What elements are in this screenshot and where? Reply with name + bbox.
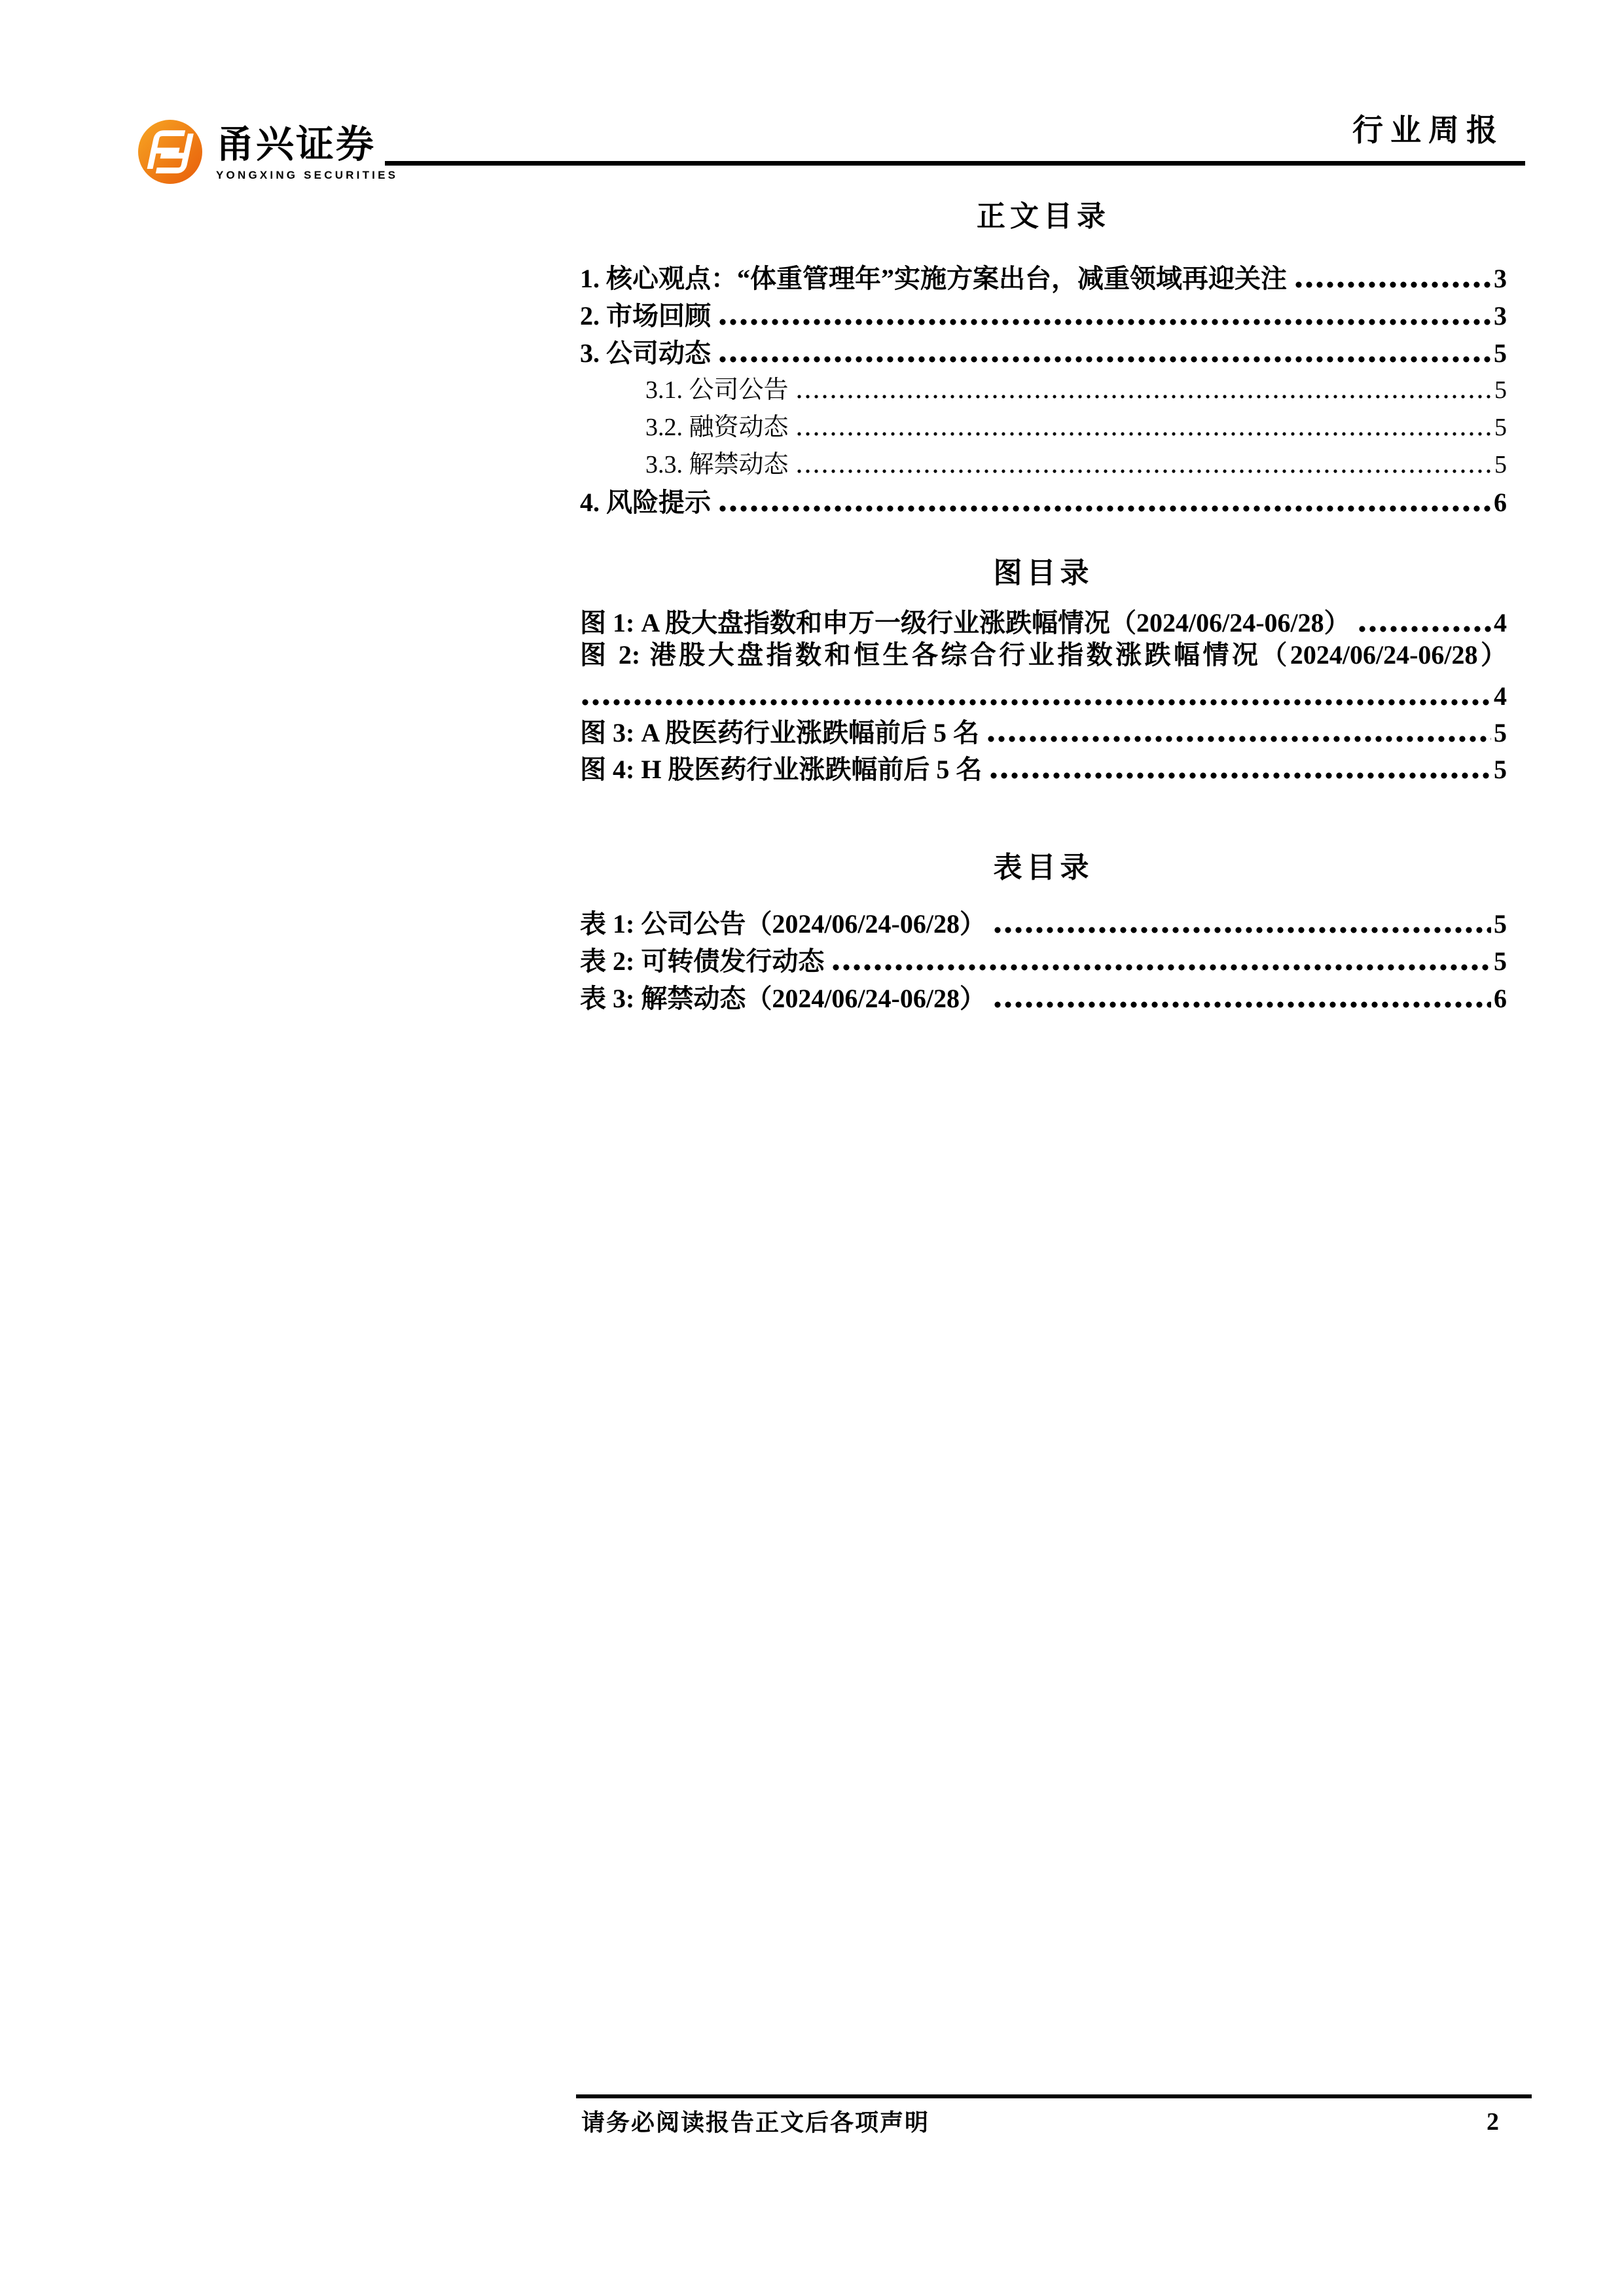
- toc-entry-list: [580, 257, 1507, 518]
- toc-entry-label: 1. 核心观点：“体重管理年”实施方案出台，减重领域再迎关注: [580, 264, 1287, 293]
- footer-disclaimer: 请务必阅读报告正文后各项声明: [581, 2109, 930, 2136]
- toc-entry-label: 图 1: A 股大盘指数和申万一级行业涨跌幅情况（2024/06/24-06/28）: [580, 608, 1350, 637]
- figure-entry[interactable]: [580, 749, 1507, 785]
- toc-entry[interactable]: [580, 369, 1507, 406]
- toc-entry[interactable]: [580, 295, 1507, 332]
- table-list-title: 表目录: [993, 852, 1094, 884]
- footer-divider: [576, 2094, 1532, 2098]
- toc-entry-label: 表 3: 解禁动态（2024/06/24-06/28）: [580, 984, 986, 1013]
- company-logo: [138, 120, 398, 184]
- toc-entry-label: 表 1: 公司公告（2024/06/24-06/28）: [580, 909, 986, 939]
- dot-leader: [717, 355, 1491, 363]
- toc-entry-page-number: 5: [1494, 909, 1507, 939]
- dot-leader: [580, 698, 1491, 706]
- dot-leader: [988, 772, 1491, 780]
- toc-entry-label: 图 2: 港股大盘指数和恒生各综合行业指数涨跌幅情况（2024/06/24-06/28）: [580, 640, 1507, 670]
- figure-entry-list: [580, 602, 1507, 785]
- dot-leader: [717, 318, 1491, 326]
- table-entry[interactable]: [580, 903, 1507, 940]
- figure-entry-continuation[interactable]: [580, 675, 1507, 712]
- figure-entry[interactable]: [580, 712, 1507, 749]
- toc-entry-label: 3.3. 解禁动态: [645, 451, 789, 478]
- dot-leader: [992, 926, 1491, 934]
- toc-entry[interactable]: [580, 257, 1507, 295]
- toc-entry-page-number: 4: [1494, 681, 1507, 711]
- toc-entry[interactable]: [580, 406, 1507, 444]
- toc-entry-page-number: 3: [1494, 264, 1507, 293]
- header-divider: [385, 161, 1525, 166]
- toc-entry-page-number: 6: [1494, 488, 1507, 517]
- dot-leader: [992, 1001, 1491, 1009]
- dot-leader: [986, 735, 1491, 743]
- toc-entry-page-number: 5: [1494, 718, 1507, 747]
- figure-entry[interactable]: [580, 602, 1507, 639]
- toc-column: [580, 200, 1507, 1014]
- figure-list-title: 图目录: [993, 557, 1094, 589]
- toc-entry-page-number: 5: [1494, 376, 1507, 404]
- toc-entry-label: 3.2. 融资动态: [645, 414, 789, 441]
- toc-entry-page-number: 5: [1494, 755, 1507, 784]
- table-entry[interactable]: [580, 977, 1507, 1014]
- toc-entry-label: 4. 风险提示: [580, 488, 711, 517]
- toc-entry[interactable]: [580, 444, 1507, 481]
- company-name-en: YONGXING SECURITIES: [216, 169, 399, 181]
- company-name-cn: 甬兴证券: [216, 123, 376, 166]
- toc-entry-label: 图 3: A 股医药行业涨跌幅前后 5 名: [580, 718, 979, 747]
- footer-page-number: 2: [1487, 2108, 1499, 2136]
- toc-entry-page-number: 6: [1494, 984, 1507, 1013]
- report-type-label: 行业周报: [1352, 114, 1504, 148]
- toc-entry-label: 表 2: 可转债发行动态: [580, 946, 825, 976]
- toc-entry[interactable]: [580, 332, 1507, 369]
- toc-entry-page-number: 4: [1494, 608, 1507, 637]
- dot-leader: [717, 505, 1491, 512]
- dot-leader: [1293, 281, 1491, 289]
- table-entry[interactable]: [580, 940, 1507, 977]
- dot-leader: [1357, 625, 1491, 633]
- dot-leader: [795, 392, 1492, 400]
- toc-entry-label: 3. 公司动态: [580, 338, 711, 368]
- toc-entry-label: 图 4: H 股医药行业涨跌幅前后 5 名: [580, 755, 983, 784]
- toc-entry-page-number: 3: [1494, 301, 1507, 331]
- toc-entry-page-number: 5: [1494, 414, 1507, 441]
- dot-leader: [831, 963, 1491, 971]
- toc-entry-label: 3.1. 公司公告: [645, 376, 789, 404]
- dot-leader: [795, 467, 1492, 475]
- toc-entry-label: 2. 市场回顾: [580, 301, 711, 331]
- toc-entry[interactable]: [580, 481, 1507, 518]
- toc-entry-page-number: 5: [1494, 338, 1507, 368]
- toc-entry-page-number: 5: [1494, 946, 1507, 976]
- toc-section-title: 正文目录: [977, 200, 1110, 232]
- dot-leader: [795, 429, 1492, 437]
- logo-mark-icon: [138, 120, 202, 184]
- table-entry-list: [580, 903, 1507, 1014]
- toc-entry-page-number: 5: [1494, 451, 1507, 478]
- logo-text: [216, 125, 398, 182]
- figure-entry[interactable]: [580, 639, 1507, 675]
